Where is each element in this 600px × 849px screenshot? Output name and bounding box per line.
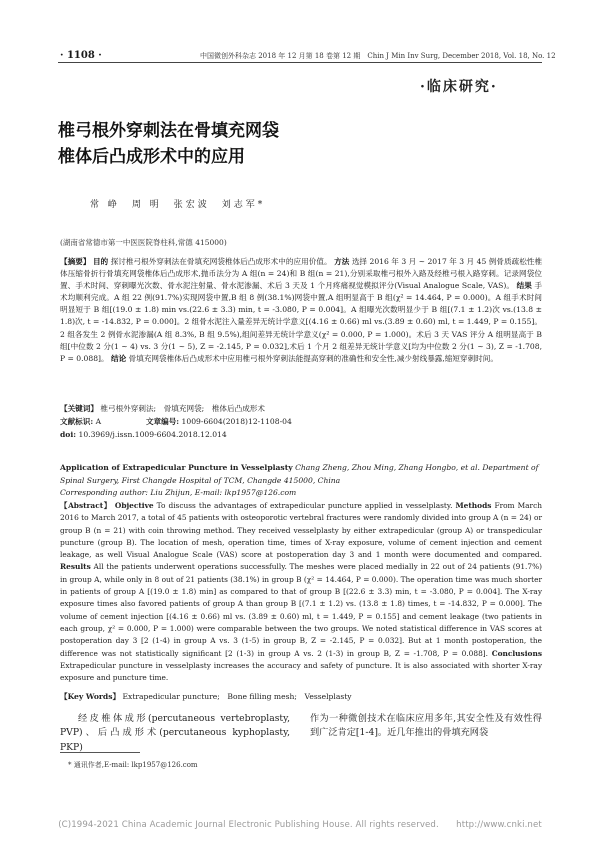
article-no-label: 文章编号:: [145, 417, 180, 426]
doi-label: doi:: [60, 430, 77, 439]
body-column-left: 经皮椎体成形(percutaneous vertebroplasty, PVP)、后凸成形术(percutaneous kyphoplasty, PKP): [60, 713, 290, 753]
article-title: [58, 118, 279, 170]
abstract-label: 【摘要】: [60, 257, 91, 266]
affiliation: (湖南省常德市第一中医医院脊柱科,常德 415000): [60, 238, 227, 247]
article-no-value: 1009-6604(2018)12-1108-04: [181, 417, 292, 426]
body-column-right: 作为一种微创技术在临床应用多年,其安全性及有效性得到广泛肯定[1-4]。近几年推出的骨填充网袋: [310, 713, 542, 739]
section-tag: ·临床研究·: [420, 79, 498, 95]
methods-label: 方法: [334, 257, 350, 266]
methods-text: 选择 2016 年 3 月 ~ 2017 年 3 月 45 例骨质疏松性椎体压缩骨折行骨填充网袋椎体后凸成形术,抛币法分为 A 组(n = 24)和 B 组(n = 21),分别采取椎弓根外入路及经椎弓根入路穿刺。记录网袋位置、手术时间、穿刺曝光次数、骨水泥注射量、骨水泥渗漏、术后 3 天及 1 个月疼痛视觉模拟评分(Visual Analogue Scale, VAS)。: [60, 257, 543, 291]
keywords-line: [60, 403, 542, 415]
keywords-label: 【关键词】: [60, 404, 98, 413]
english-abstract: [60, 500, 542, 684]
english-title: Application of Extrapedicular Puncture in Vesselplasty: [60, 463, 293, 472]
classification-line: [60, 416, 542, 428]
doi-value: 10.3969/j.issn.1009-6604.2018.12.014: [78, 430, 227, 439]
en-conclusions-text: Extrapedicular puncture in vesselplasty increases the accuracy and safety of puncture. It is also associated with shorter X-ray exposure and puncture time.: [60, 660, 542, 683]
title-line-2: 椎体后凸成形术中的应用: [58, 147, 245, 167]
page-number: · 1108 ·: [60, 50, 102, 61]
header-rule: [58, 62, 542, 63]
en-abstract-label: 【Abstract】: [60, 501, 112, 510]
en-keywords-text: Extrapedicular puncture; Bone filling mesh; Vesselplasty: [122, 692, 352, 701]
en-keywords-label: 【Key Words】: [60, 692, 121, 701]
title-line-1: 椎弓根外穿刺法在骨填充网袋: [58, 121, 279, 141]
footnote: * 通讯作者,E-mail: lkp1957@126.com: [68, 761, 198, 769]
en-objective-label: Objective: [114, 501, 154, 510]
objective-label: 目的: [92, 257, 109, 266]
conclusions-text: 骨填充网袋椎体后凸成形术中应用椎弓根外穿刺法能提高穿刺的准确性和安全性,减少射线暴露,缩短穿刺时间。: [128, 353, 498, 363]
authors: 常 峥 周 明 张宏波 刘志军*: [90, 200, 266, 210]
keywords-text: 椎弓根外穿刺法; 骨填充网袋; 椎体后凸成形术: [100, 404, 265, 413]
clc-label: 文献标识:: [60, 417, 94, 426]
conclusions-label: 结论: [111, 353, 127, 363]
en-results-text: All the patients underwent operations successfully. The meshes were placed medially in 22 out of 24 patients (91.7%) in group A, while only in 8 out of 21 patients (38.1%) in group B (χ² = 14.464, P = 0.000). The operation time was much shorter in patients of group A [(19.0 ± 1.8) min] as compared to that of group B [(22.6 ± 3.3) min, t = -3.080, P = 0.004]. The X-ray exposure times also favored patients of group A than group B [(7.1 ± 1.2) vs. (13.8 ± 1.8) times, t = -14.832, P = 0.000]. The volume of cement injection [(4.16 ± 0.66) ml vs. (3.89 ± 0.60) ml, t = 1.449, P = 0.155] and cement leakage (two patients in each group, χ² = 0.000, P = 1.000) were comparable between the two groups. We noted statistical difference in VAS scores at postoperation day 3 [2 (1-4) in group A vs. 3 (1-5) in group B, Z = -2.145, P = 0.032]. But at 1 month postoperation, the difference was not statistically significant [2 (1-3) in group A vs. 2 (1-3) in group B, Z = -1.708, P = 0.088].: [60, 562, 543, 658]
footnote-rule: [60, 752, 140, 753]
clc-value: A: [95, 417, 102, 426]
results-text: 手术均顺利完成。A 组 22 例(91.7%)实现网袋中置,B 组 8 例(38.1%)网袋中置,A 组明显高于 B 组(χ² = 14.464, P = 0.000)。A 组手术时间明显短于 B 组[(19.0 ± 1.8) min vs.(22.6 ± 3.3) min, t = -3.080, P = 0.004]。A 组曝光次数明显少于 B 组[(7.1 ± 1.2)次 vs.(13.8 ± 1.8)次, t = -14.832, P = 0.000]。2 组骨水泥注入量差异无统计学意义[(4.16 ± 0.66) ml vs.(3.89 ± 0.60) ml, t = 1.449, P = 0.155]。2 组各发生 2 例骨水泥渗漏(A 组 8.3%, B 组 9.5%),组间差异无统计学意义(χ² = 0.000, P = 1.000)。术后 3 天 VAS 评分 A 组明显高于 B 组[中位数 2 分(1 ~ 4) vs. 3 分(1 ~ 5), Z = -2.145, P = 0.032],术后 1 个月 2 组差异无统计学意义[均为中位数 2 分(1 ~ 3), Z = -1.708, P = 0.088]。: [60, 281, 543, 363]
en-objective-text: To discuss the advantages of extrapedicular puncture applied in vesselplasty.: [156, 501, 453, 510]
english-authors: Chang Zheng, Zhou Ming, Zhang Hongbo, et al. Department of Spinal Surgery, First Changde Hospital of TCM, Changde 415000, China: [60, 463, 539, 485]
en-methods-label: Methods: [455, 501, 492, 510]
chinese-abstract: [60, 256, 542, 365]
running-header: 中国微创外科杂志 2018 年 12 月第 18 卷第 12 期 Chin J Min Inv Surg, December 2018, Vol. 18, No. 12: [200, 52, 556, 60]
english-keywords: [60, 691, 542, 702]
doi-line: [60, 429, 542, 441]
en-results-label: Results: [60, 562, 91, 572]
results-label: 结果: [516, 281, 532, 291]
copyright-notice: (C)1994-2021 China Academic Journal Electronic Publishing House. All rights reserved. http://www.cnki.net: [58, 820, 542, 830]
corresponding-label: Corresponding author:: [60, 488, 148, 497]
en-conclusions-label: Conclusions: [491, 648, 542, 658]
corresponding-author: Liu Zhijun, E-mail: lkp1957@126.com: [150, 488, 297, 497]
en-methods-text: From March 2016 to March 2017, a total of 45 patients with osteoporotic vertebral fractures were randomly divided into group A (n = 24) or group B (n = 21) with coin throwing method. They received vesselplasty by either extrapedicular (group A) or transpedicular puncture (group B). The location of mesh, operation time, times of X-ray exposure, volume of cement injection and cement leakage, as well Visual Analogue Scale (VAS) score at postoperation day 3 and 1 month were documented and compared.: [60, 501, 542, 560]
english-title-block: [60, 462, 542, 500]
objective-text: 探讨椎弓根外穿刺法在骨填充网袋椎体后凸成形术中的应用价值。: [110, 257, 332, 266]
